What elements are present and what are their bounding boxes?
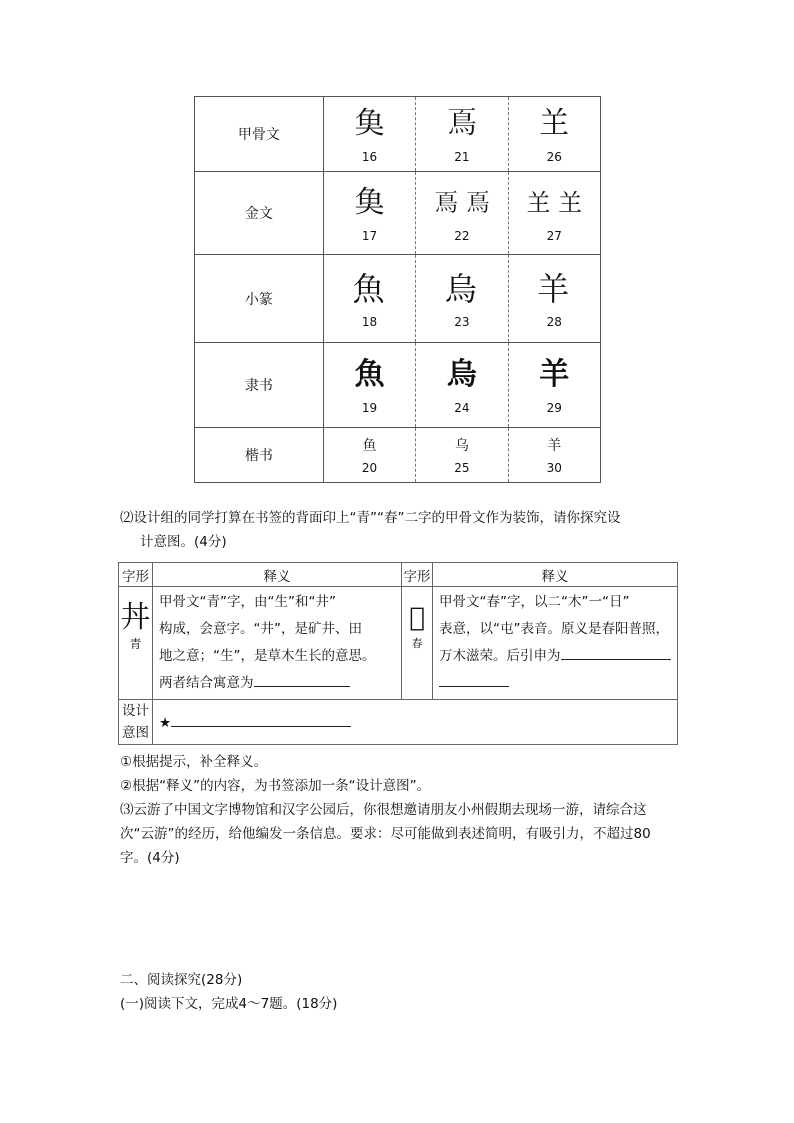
- glyph-cell: [416, 343, 508, 428]
- chun-text-3: 万木滋荣。后引申为: [439, 648, 561, 664]
- glyph-number: 22: [454, 229, 470, 243]
- design-answer-blank[interactable]: [171, 710, 351, 727]
- question-2: [120, 506, 680, 554]
- glyph-cell: [323, 343, 415, 428]
- glyph-cell: [508, 343, 600, 428]
- sheep-regular-char: 羊: [547, 438, 562, 454]
- header-meaning-2: 释义: [433, 563, 678, 587]
- meaning-body-row: [119, 587, 678, 700]
- glyph-number: 20: [361, 461, 378, 475]
- question-2-line-2: 计意图。(4分): [140, 534, 227, 550]
- meaning-table: [118, 562, 678, 745]
- chun-text-1: 甲骨文“春”字，以二“木”一“日”: [439, 594, 630, 610]
- glyph-cell: [323, 428, 415, 483]
- qing-oracle-glyph: 丼: [120, 600, 151, 635]
- bird-clerical-glyph: 烏: [446, 357, 477, 392]
- section-2-sub: (一)阅读下文，完成4～7题。(18分): [120, 996, 338, 1012]
- header-form-2: 字形: [402, 563, 433, 587]
- bird-bronze-glyph: 𩾏 𩾏: [434, 189, 490, 217]
- bird-seal-glyph: 烏: [444, 269, 479, 308]
- chun-answer-blank-2[interactable]: [439, 670, 509, 687]
- glyph-number: 25: [454, 461, 470, 475]
- row-label: 小篆: [195, 255, 324, 343]
- qing-text-4: 两者结合寓意为: [159, 675, 254, 691]
- design-label-1: 设计: [122, 703, 149, 719]
- chun-text-2: 表意，以“屯”表音。原义是春阳普照，: [439, 621, 669, 637]
- question-3-line-1: ⑶云游了中国文字博物馆和汉字公园后，你很想邀请朋友小州假期去现场一游，请综合这: [120, 802, 647, 818]
- glyph-number: 17: [361, 229, 378, 243]
- glyph-cell: [416, 255, 508, 343]
- question-3-line-3: 字。(4分): [120, 850, 180, 866]
- glyph-number: 19: [361, 401, 378, 415]
- note-1: ①根据提示，补全释义。: [120, 754, 268, 770]
- chun-oracle-glyph: 𣌢: [409, 603, 425, 633]
- design-label-cell: [119, 700, 153, 745]
- glyph-number: 24: [454, 401, 470, 415]
- glyph-number: 16: [361, 150, 378, 164]
- star-icon: ★: [159, 715, 172, 731]
- row-label: 甲骨文: [195, 97, 324, 172]
- row-bronze: [195, 172, 601, 255]
- glyph-cell: [416, 428, 508, 483]
- design-row: [119, 700, 678, 745]
- fish-regular-char: 鱼: [362, 438, 377, 454]
- chun-answer-blank-1[interactable]: [561, 643, 671, 660]
- glyph-number: 23: [454, 314, 470, 329]
- glyph-cell: [416, 172, 508, 255]
- glyph-cell: [323, 172, 415, 255]
- glyph-number: 30: [546, 461, 562, 475]
- glyph-cell: [323, 255, 415, 343]
- row-oracle-bone: [195, 97, 601, 172]
- question-2-line-1: ⑵设计组的同学打算在书签的背面印上“青”“春”二字的甲骨文作为装饰，请你探究设: [120, 510, 621, 526]
- meaning-header-row: [119, 563, 678, 587]
- glyph-cell: [508, 255, 600, 343]
- bird-regular-char: 乌: [454, 438, 469, 454]
- glyph-cell: [508, 97, 600, 172]
- qing-text-1: 甲骨文“青”字，由“生”和“井”: [159, 594, 336, 610]
- script-evolution-table: [194, 96, 601, 483]
- sheep-seal-glyph: 羊: [537, 269, 572, 308]
- design-answer-cell: [153, 700, 678, 745]
- qing-text-2: 构成，会意字。“井”，是矿井、田: [159, 621, 362, 637]
- qing-text-3: 地之意；“生”，是草木生长的意思。: [159, 648, 376, 664]
- chun-meaning-cell: [433, 587, 678, 700]
- qing-meaning-cell: [153, 587, 402, 700]
- fish-oracle-glyph: 𩵋: [354, 106, 385, 141]
- chun-char: 春: [411, 637, 423, 650]
- sheep-bronze-glyph: 𦍌 𦍌: [526, 189, 583, 217]
- glyph-cell: [416, 97, 508, 172]
- chun-form-cell: [402, 587, 433, 700]
- note-2: ②根据“释义”的内容，为书签添加一条“设计意图”。: [120, 778, 431, 794]
- glyph-number: 28: [546, 314, 562, 329]
- bird-oracle-glyph: 𩾏: [446, 106, 477, 141]
- fish-clerical-glyph: 魚: [354, 357, 385, 392]
- glyph-cell: [508, 172, 600, 255]
- qing-char: 青: [129, 637, 142, 651]
- sub-questions: [120, 750, 680, 870]
- fish-seal-glyph: 魚: [352, 269, 387, 308]
- sheep-clerical-glyph: 羊: [539, 357, 570, 392]
- qing-answer-blank[interactable]: [254, 670, 350, 687]
- glyph-number: 29: [546, 401, 562, 415]
- fish-bronze-glyph: 𩵋: [354, 185, 385, 220]
- qing-form-cell: [119, 587, 153, 700]
- row-small-seal: [195, 255, 601, 343]
- glyph-number: 21: [454, 150, 470, 164]
- glyph-number: 18: [361, 314, 378, 329]
- sheep-oracle-glyph: 𦍌: [539, 106, 570, 141]
- row-regular: [195, 428, 601, 483]
- glyph-cell: [323, 97, 415, 172]
- header-form: 字形: [119, 563, 153, 587]
- row-label: 楷书: [195, 428, 324, 483]
- section-2: [120, 968, 680, 1016]
- glyph-number: 26: [546, 150, 562, 164]
- glyph-number: 27: [546, 229, 562, 243]
- glyph-cell: [508, 428, 600, 483]
- header-meaning: 释义: [153, 563, 402, 587]
- design-label-2: 意图: [122, 725, 149, 741]
- row-clerical: [195, 343, 601, 428]
- row-label: 隶书: [195, 343, 324, 428]
- row-label: 金文: [195, 172, 324, 255]
- section-2-title: 二、阅读探究(28分): [120, 972, 243, 988]
- question-3-line-2: 次“云游”的经历，给他编发一条信息。要求：尽可能做到表述简明，有吸引力，不超过80: [120, 826, 651, 842]
